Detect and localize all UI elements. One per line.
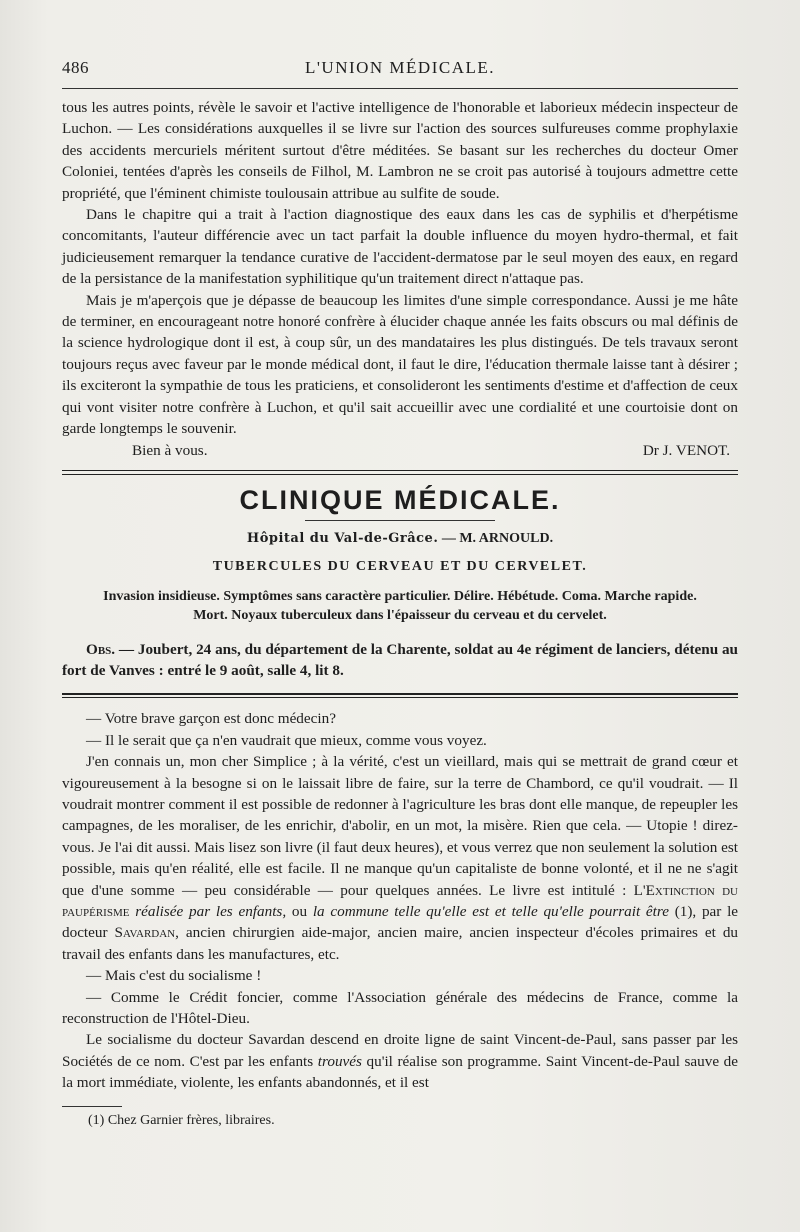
dialogue-line: — Votre brave garçon est donc médecin? <box>86 710 336 728</box>
dialogue-line: — Mais c'est du socialisme ! <box>86 967 262 985</box>
intro-paragraph: tous les autres points, révèle le savoir et l'active intelligence de l'honorable et laborieux médecin inspecteur de Luchon. — Les considérations auxquelles il se livre sur l'action des sources sulfureuses comme prophylaxie des accidents mercuriels méritent surtout d'être méditées. Se basant sur les recherches du docteur Omer Coloniei, tentées d'après les conseils de Filhol, M. Lambron ne se croit pas autorisé à toujours admettre cette propriété, que l'éminent chimiste toulousain attribue au sulfite de soude. <box>62 99 738 202</box>
author-name: Savardan <box>114 924 176 942</box>
book-subtitle: la commune telle qu'elle est et telle qu'elle pourrait être <box>312 902 669 920</box>
journal-title: L'UNION MÉDICALE. <box>304 58 496 77</box>
page-number: 486 <box>62 58 89 77</box>
italic-word: trouvés <box>317 1052 362 1070</box>
book-by: , par le docteur <box>62 902 739 942</box>
feuilleton-paragraph <box>62 751 738 965</box>
footnote-marker: (1) <box>674 902 693 920</box>
title-underline <box>305 520 495 521</box>
header-rule <box>62 88 738 89</box>
book-title-italic: réalisée par les enfants, <box>135 902 287 920</box>
book-or: ou <box>291 902 308 920</box>
dialogue-line: — Il le serait que ça n'en vaudrait que mieux, comme vous voyez. <box>86 731 487 749</box>
running-head <box>62 58 738 86</box>
intro-paragraph: Dans le chapitre qui a trait à l'action diagnostique des eaux dans les cas de syphilis et d'herpétisme concomitants, l'auteur différencie avec un tact parfait la double influence du moyen hydro-thermal, et fait judicieusement remarquer la tendance curative de l'accident-dermatose par le seul moyen des eaux, en regard de la persistance de la manifestation syphilitique qu'un traitement direct n'attaque pas. <box>62 206 738 288</box>
signoff-signature: Dr J. VENOT. <box>642 441 730 459</box>
hospital-chief: — M. ARNOULD. <box>441 530 554 546</box>
case-summary <box>62 587 738 625</box>
paragraph-text: qu'il réalise son programme. Saint Vincent-de-Paul sauve de la mort immédiate, violente, les enfants abandonnés, et il est <box>62 1052 738 1092</box>
section-title: CLINIQUE MÉDICALE. <box>239 484 561 515</box>
letter-signoff <box>62 440 738 462</box>
intro-paragraph: Mais je m'aperçois que je dépasse de beaucoup les limites d'une simple correspondance. Aussi je me hâte de terminer, en encourageant notre honoré confrère à élucider chaque année les faits obscurs ou mal définis de la science hydrologique dont il est, à coup sûr, un des mandataires les plus distingués. De tels travaux seront toujours reçus avec faveur par le monde médical dont, il faut le dire, l'éducation thermale laisse tant à désirer ; ils exciteront la sympathie de tous les praticiens, et consolideront les sentiments d'estime et d'affection de ceux qui vont visiter notre confrère à Luchon, et qu'il sait accueillir avec une cordialité et une courtoisie dont on garde longtemps le souvenir. <box>62 291 738 438</box>
paragraph-text: J'en connais un, mon cher Simplice ; à la vérité, c'est un vieillard, mais qui se mettrait de grand cœur et vigoureusement à la besogne si on le laissait libre de faire, sur la terre de Chambord, ce qu'il voudrait. — Il voudrait montrer comment il est possible de redonner à l'agriculture les bras dont elle manque, de repeupler les campagnes, de les moraliser, de les enrichir, d'abolir, en un mot, la misère. Rien que cela. — Utopie ! direz-vous. Je l'ai dit aussi. Mais lisez son livre (il faut deux heures), et vous verrez que non seulement la solution est possible, mais qu'en réalité, elle est facile. Il ne manque qu'un capitaliste de bonne volonté, et il ne ne s'agit que d'une somme — peu considérable — pour quelques années. Le livre est intitulé : <box>62 753 738 899</box>
book-title: L'Extinction du paupérisme <box>62 881 738 920</box>
case-title: TUBERCULES DU CERVEAU ET DU CERVELET. <box>212 558 588 574</box>
paragraph-end: , ancien chirurgien aide-major, ancien maire, ancien inspecteur d'écoles primaires et du travail des enfants dans les manufactures, etc. <box>62 924 739 963</box>
feuilleton-paragraph <box>62 1029 738 1093</box>
observation-paragraph <box>62 639 738 682</box>
summary-line: Invasion insidieuse. Symptômes sans caractère particulier. Délire. Hébétude. Coma. Marche rapide. <box>103 588 697 604</box>
hospital-name: Hôpital du Val-de-Grâce. <box>246 530 439 546</box>
footnote: (1) Chez Garnier frères, libraires. <box>88 1112 275 1128</box>
obs-label: Obs. <box>86 640 116 658</box>
hospital-line <box>62 531 738 547</box>
dialogue-line: — Comme le Crédit foncier, comme l'Association générale des médecins de France, comme la reconstruction de l'Hôtel-Dieu. <box>62 988 738 1027</box>
footnote-rule <box>62 1106 122 1107</box>
section-divider <box>62 470 738 475</box>
signoff-greeting: Bien à vous. <box>132 441 208 459</box>
obs-text: — Joubert, 24 ans, du département de la Charente, soldat au 4e régiment de lanciers, détenu au fort de Vanves : entré le 9 août, salle 4, lit 8. <box>62 640 738 679</box>
summary-line: Mort. Noyaux tuberculeux dans l'épaisseur du cerveau et du cervelet. <box>193 607 607 623</box>
feuilleton-divider <box>62 693 738 698</box>
paragraph-text: Le socialisme du docteur Savardan descend en droite ligne de saint Vincent-de-Paul, sans passer par les Sociétés de ce nom. C'est par les enfants <box>62 1031 738 1070</box>
